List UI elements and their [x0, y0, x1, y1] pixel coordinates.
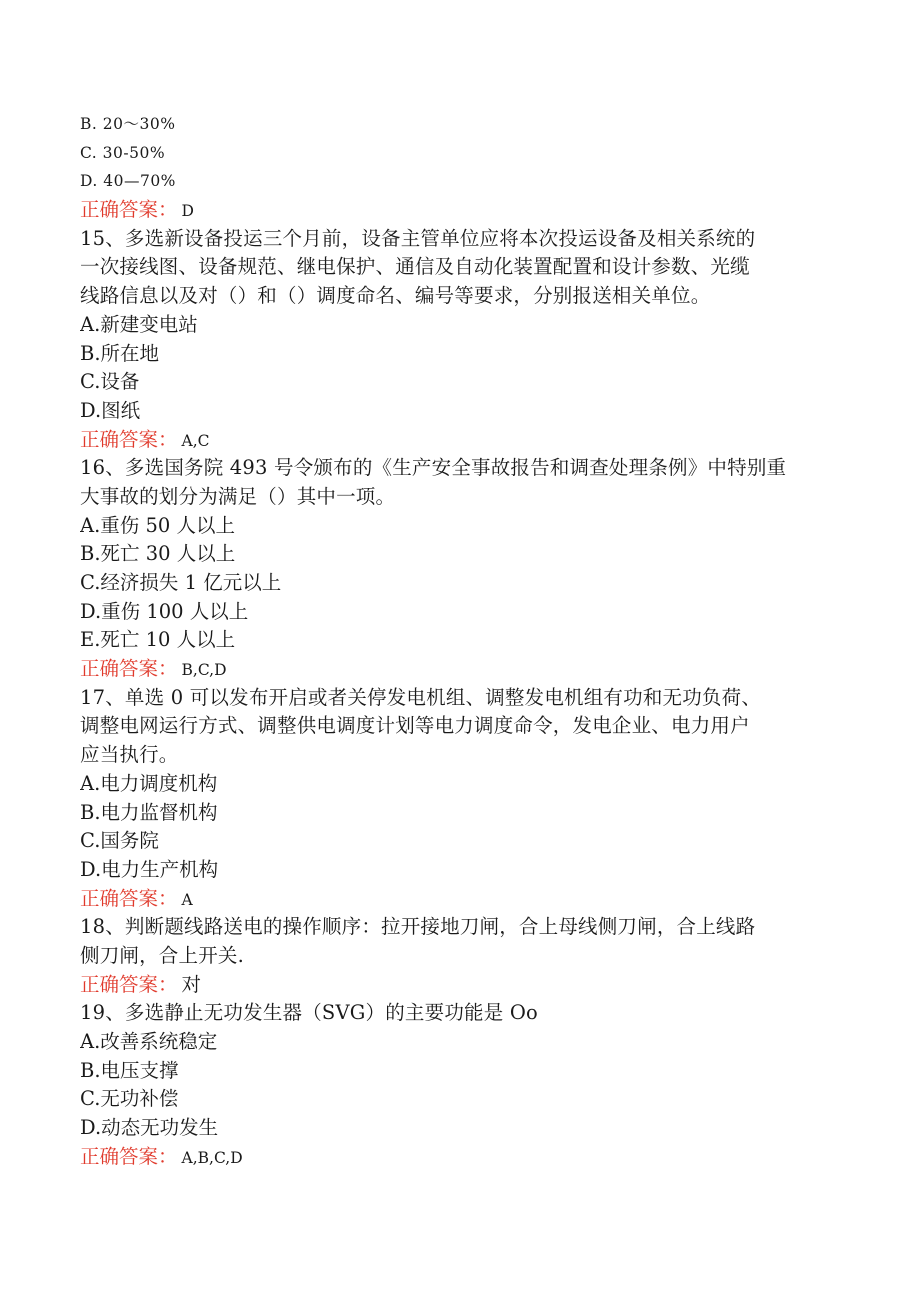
question-line: 线路信息以及对（）和（）调度命名、编号等要求，分别报送相关单位。: [80, 284, 711, 308]
question-16: [80, 454, 840, 684]
question-line: 侧刀闸，合上开关.: [80, 943, 244, 967]
question-line: 大事故的划分为满足（）其中一项。: [80, 484, 396, 508]
answer-label: 正确答案：: [80, 1144, 178, 1168]
answer-label: 正确答案：: [80, 198, 178, 222]
question-text: [80, 684, 840, 770]
previous-question-options: [80, 110, 840, 225]
question-text: [80, 913, 840, 970]
option-d: D.动态无功发生: [80, 1116, 219, 1140]
document-page: [80, 110, 840, 1171]
option-b: B.所在地: [80, 341, 160, 365]
answer-line: [80, 426, 840, 455]
question-line: 17、单选 0 可以发布开启或者关停发电机组、调整发电机组有功和无功负荷、: [80, 685, 762, 709]
option-a: A.改善系统稳定: [80, 1030, 218, 1053]
answer-line: [80, 655, 840, 684]
option-b: B.电力监督机构: [80, 800, 218, 824]
question-text: [80, 999, 840, 1028]
option-b: B. 20～30%: [80, 115, 176, 133]
option-a: A.电力调度机构: [80, 771, 218, 795]
option-a: A.重伤 50 人以上: [80, 513, 235, 537]
option-c: C.经济损失 1 亿元以上: [80, 571, 282, 594]
answer-value: A: [181, 890, 193, 909]
question-line: 19、多选静止无功发生器（SVG）的主要功能是 Oo: [80, 1001, 538, 1025]
question-19: [80, 999, 840, 1171]
question-line: 16、多选国务院 493 号令颁布的《生产安全事故报告和调查处理条例》中特别重: [80, 456, 787, 480]
option-d: D.重伤 100 人以上: [80, 599, 249, 623]
answer-value: A,C: [181, 431, 210, 450]
option-d: D. 40—70%: [80, 172, 176, 191]
option-c: C. 30-50%: [80, 143, 166, 162]
question-text: [80, 454, 840, 511]
answer-value: D: [181, 202, 194, 221]
option-a: A.新建变电站: [80, 312, 198, 336]
option-b: B.电压支撑: [80, 1058, 179, 1082]
option-c: C.无功补偿: [80, 1087, 179, 1111]
option-d: D.电力生产机构: [80, 857, 219, 881]
answer-label: 正确答案：: [80, 657, 178, 681]
option-b: B.死亡 30 人以上: [80, 542, 236, 566]
question-line: 应当执行。: [80, 743, 179, 767]
answer-value: B,C,D: [181, 661, 227, 680]
option-c: C.国务院: [80, 829, 159, 853]
question-line: 18、判断题线路送电的操作顺序：拉开接地刀闸，合上母线侧刀闸，合上线路: [80, 915, 756, 939]
answer-value: A,B,C,D: [181, 1148, 243, 1167]
option-c: C.设备: [80, 370, 140, 394]
question-line: 调整电网运行方式、调整供电调度计划等电力调度命令，发电企业、电力用户: [80, 714, 750, 738]
answer-label: 正确答案：: [80, 886, 178, 910]
question-18: [80, 913, 840, 999]
answer-line: [80, 1143, 840, 1172]
question-line: 一次接线图、设备规范、继电保护、通信及自动化装置配置和设计参数、光缆: [80, 255, 750, 279]
answer-line: [80, 885, 840, 914]
question-text: [80, 225, 840, 311]
question-17: [80, 684, 840, 914]
answer-label: 正确答案：: [80, 972, 178, 996]
answer-value: 对: [181, 972, 202, 996]
option-d: D.图纸: [80, 398, 141, 422]
answer-label: 正确答案：: [80, 427, 178, 451]
question-15: [80, 225, 840, 455]
option-e: E.死亡 10 人以上: [80, 628, 236, 652]
answer-line: [80, 971, 840, 1000]
question-line: 15、多选新设备投运三个月前，设备主管单位应将本次投运设备及相关系统的: [80, 226, 756, 250]
answer-line: [80, 196, 840, 225]
